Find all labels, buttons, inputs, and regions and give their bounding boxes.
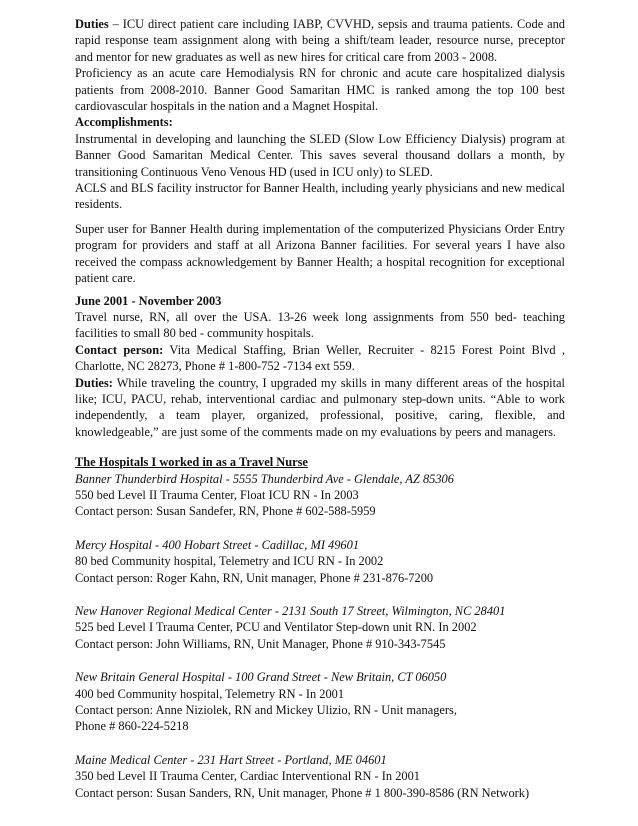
resume-page bbox=[75, 16, 565, 801]
hospital-detail: 350 bed Level II Trauma Center, Cardiac Interventional RN - In 2001 bbox=[75, 769, 420, 784]
hospital-list bbox=[75, 471, 565, 802]
hospitals-heading: The Hospitals I worked in as a Travel Nurse bbox=[75, 455, 308, 470]
job-dates: June 2001 - November 2003 bbox=[75, 293, 222, 308]
hospital-contact: Contact person: John Williams, RN, Unit Manager, Phone # 910-343-7545 bbox=[75, 636, 446, 651]
duties-paragraph bbox=[75, 16, 565, 65]
job-description: Travel nurse, RN, all over the USA. 13-26 week long assignments from 550 bed- teaching facilities to small 80 bed - community hospitals. bbox=[75, 309, 565, 341]
contact-label: Contact person: bbox=[75, 342, 164, 357]
hospital-contact: Contact person: Roger Kahn, RN, Unit manager, Phone # 231-876-7200 bbox=[75, 570, 434, 585]
hospital-name: Mercy Hospital - 400 Hobart Street - Cadillac, MI 49601 bbox=[75, 537, 360, 552]
hospital-name: Banner Thunderbird Hospital - 5555 Thunderbird Ave - Glendale, AZ 85306 bbox=[75, 471, 454, 486]
job-duties-label: Duties: bbox=[75, 375, 113, 390]
hospital-detail: 80 bed Community hospital, Telemetry and ICU RN - In 2002 bbox=[75, 554, 384, 569]
accomplishment-sled: Instrumental in developing and launching the SLED (Slow Low Efficiency Dialysis) program at Banner Good Samaritan Medical Center. This saves several thousand dollars a month, by transitioning Continuous Veno Venous HD (used in ICU only) to SLED. bbox=[75, 131, 565, 179]
hospital-contact: Contact person: Susan Sandefer, RN, Phone # 602-588-5959 bbox=[75, 504, 376, 519]
proficiency-paragraph: Proficiency as an acute care Hemodialysis RN for chronic and acute care hospitalized dialysis patients from 2008-2010. Banner Good Samaritan HMC is ranked among the top 100 best cardiovascular hospitals in the nation and a Magnet Hospital. bbox=[75, 66, 565, 114]
hospital-entry bbox=[75, 752, 565, 801]
hospital-contact: Contact person: Anne Niziolek, RN and Mickey Ulizio, RN - Unit managers, bbox=[75, 703, 457, 718]
hospital-detail: 550 bed Level II Trauma Center, Float ICU RN - In 2003 bbox=[75, 487, 359, 502]
duties-text: – ICU direct patient care including IABP, CVVHD, sepsis and trauma patients. Code and rapid response team assignment along with being a shift/team leader, resource nurse, preceptor and mentor for new graduates as well as new hires for critical care from 2003 - 2008. bbox=[75, 17, 565, 64]
hospital-name: New Britain General Hospital - 100 Grand Street - New Britain, CT 06050 bbox=[75, 670, 447, 685]
hospital-name: New Hanover Regional Medical Center - 2131 South 17 Street, Wilmington, NC 28401 bbox=[75, 604, 506, 618]
job-duties-text: While traveling the country, I upgraded my skills in many different areas of the hospital like; ICU, PACU, rehab, interventional cardiac and pulmonary step-down units. “Able to work independently, a team player, organized, professional, positive, caring, flexible, and knowledgeable,” are just some of the comments made on my evaluations by peers and managers. bbox=[75, 375, 565, 439]
job-duties bbox=[75, 375, 565, 441]
hospital-entry bbox=[75, 669, 565, 735]
contact-text: Vita Medical Staffing, Brian Weller, Recruiter - 8215 Forest Point Blvd , Charlotte, NC 28273, Phone # 1-800-752 -7134 ext 559. bbox=[75, 342, 565, 374]
hospital-detail: 400 bed Community hospital, Telemetry RN - In 2001 bbox=[75, 686, 345, 701]
duties-label: Duties bbox=[75, 17, 109, 31]
hospital-phone: Phone # 860-224-5218 bbox=[75, 719, 189, 734]
hospital-detail: 525 bed Level I Trauma Center, PCU and Ventilator Step-down unit RN. In 2002 bbox=[75, 620, 477, 635]
hospital-entry bbox=[75, 537, 565, 586]
accomplishment-super-user: Super user for Banner Health during implementation of the computerized Physicians Order Entry program for providers and staff at all Arizona Banner facilities. For several years I have also received the compass acknowledgement by Banner Health; a hospital recognition for exceptional patient care. bbox=[75, 221, 565, 286]
hospital-entry bbox=[75, 471, 565, 520]
hospital-entry bbox=[75, 603, 565, 652]
hospital-contact: Contact person: Susan Sanders, RN, Unit manager, Phone # 1 800-390-8586 (RN Network) bbox=[75, 785, 530, 800]
accomplishments-heading: Accomplishments: bbox=[75, 115, 173, 130]
accomplishment-acls: ACLS and BLS facility instructor for Banner Health, including yearly physicians and new medical residents. bbox=[75, 181, 565, 212]
job-contact bbox=[75, 342, 565, 375]
hospital-name: Maine Medical Center - 231 Hart Street - Portland, ME 04601 bbox=[75, 752, 387, 767]
